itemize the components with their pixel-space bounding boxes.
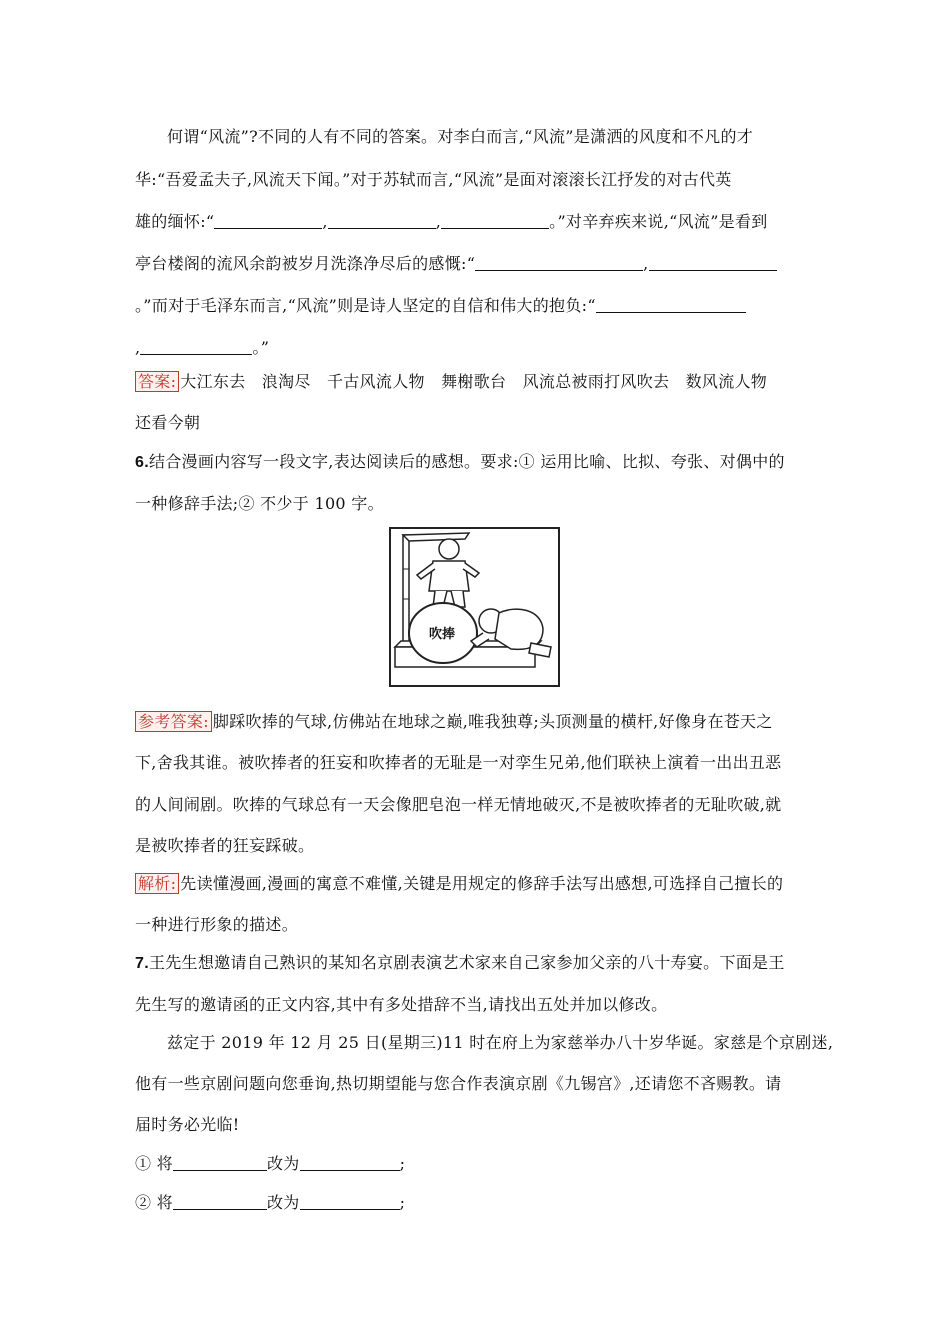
fill-blank[interactable] <box>300 1154 400 1171</box>
change-to-label: 改为 <box>267 1193 300 1212</box>
question-6-text: 结合漫画内容写一段文字,表达阅读后的感想。要求:① 运用比喻、比拟、夸张、对偶中的 <box>148 452 785 471</box>
question-7-line-2: 先生写的邀请函的正文内容,其中有多处措辞不当,请找出五处并加以修改。 <box>135 995 668 1014</box>
analysis-tag: 解析: <box>135 873 179 894</box>
passage-line-5-text: 。”而对于毛泽东而言,“风流”则是诗人坚定的自信和伟大的抱负:“ <box>135 296 596 315</box>
answer-6 <box>135 711 773 733</box>
fill-blank[interactable] <box>300 1193 400 1210</box>
fill-blank[interactable] <box>475 254 643 271</box>
question-number: 6. <box>135 454 149 471</box>
item-label: ② 将 <box>135 1193 173 1212</box>
fill-blank[interactable] <box>173 1154 267 1171</box>
passage-line-1: 何谓“风流”?不同的人有不同的答案。对李白而言,“风流”是潇洒的风度和不凡的才 <box>167 127 754 146</box>
change-to-label: 改为 <box>267 1154 300 1173</box>
question-number: 7. <box>135 955 149 972</box>
passage-line-3-end: 。”对辛弃疾来说,“风流”是看到 <box>549 212 768 231</box>
passage-line-3 <box>135 211 768 233</box>
invitation-line-1: 兹定于 2019 年 12 月 25 日(星期三)11 时在府上为家慈举办八十岁华诞。家慈是个京剧迷, <box>167 1033 834 1052</box>
comma: , <box>322 212 328 231</box>
answer-6-line-2: 下,舍我其谁。被吹捧者的狂妄和吹捧者的无耻是一对孪生兄弟,他们联袂上演着一出出丑恶 <box>135 753 782 772</box>
answer-5-line-2: 还看今朝 <box>135 413 201 432</box>
comma: , <box>435 212 442 231</box>
passage-line-2: 华:“吾爱孟夫子,风流天下闻。”对于苏轼而言,“风流”是面对滚滚长江抒发的对古代英 <box>135 170 732 189</box>
fill-blank[interactable] <box>140 338 252 355</box>
answer-tag: 答案: <box>135 371 179 392</box>
fill-blank[interactable] <box>173 1193 267 1210</box>
cartoon-drawing <box>391 529 558 685</box>
fill-blank[interactable] <box>596 296 746 313</box>
passage-line-6-text: 。” <box>252 338 270 357</box>
passage-line-5 <box>135 295 746 317</box>
balloon-label: 吹捧 <box>429 627 456 642</box>
question-7-text: 王先生想邀请自己熟识的某知名京剧表演艺术家来自己家参加父亲的八十寿宴。下面是王 <box>148 953 785 972</box>
analysis-6 <box>135 873 783 895</box>
fill-blank[interactable] <box>214 212 322 229</box>
passage-line-6 <box>135 337 269 359</box>
item-label: ① 将 <box>135 1154 173 1173</box>
revision-item-2 <box>135 1192 405 1214</box>
fill-blank[interactable] <box>649 254 777 271</box>
semicolon: ; <box>399 1154 406 1173</box>
passage-line-4-text: 亭台楼阁的流风余韵被岁月洗涤净尽后的感慨:“ <box>135 254 476 273</box>
question-7 <box>135 952 785 975</box>
answer-5-text: 大江东去 浪淘尽 千古风流人物 舞榭歌台 风流总被雨打风吹去 数风流人物 <box>180 372 768 391</box>
question-6-line-2: 一种修辞手法;② 不少于 100 字。 <box>135 494 384 513</box>
fill-blank[interactable] <box>441 212 549 229</box>
revision-item-1 <box>135 1153 405 1175</box>
answer-6-text: 脚踩吹捧的气球,仿佛站在地球之巅,唯我独尊;头顶测量的横杆,好像身在苍天之 <box>212 712 773 731</box>
answer-6-line-3: 的人间闹剧。吹捧的气球总有一天会像肥皂泡一样无情地破灭,不是被吹捧者的无耻吹破,就 <box>135 795 782 814</box>
answer-6-line-4: 是被吹捧者的狂妄踩破。 <box>135 836 315 855</box>
passage-line-3-start: 雄的缅怀:“ <box>135 212 215 231</box>
answer-5 <box>135 371 767 393</box>
invitation-line-2: 他有一些京剧问题向您垂询,热切期望能与您合作表演京剧《九锡宫》,还请您不吝赐教。请 <box>135 1074 782 1093</box>
analysis-6-line-2: 一种进行形象的描述。 <box>135 915 299 934</box>
invitation-line-3: 届时务必光临! <box>135 1115 240 1134</box>
passage-line-4 <box>135 253 777 275</box>
reference-answer-tag: 参考答案: <box>135 711 212 732</box>
analysis-6-text: 先读懂漫画,漫画的寓意不难懂,关键是用规定的修辞手法写出感想,可选择自己擅长的 <box>180 874 784 893</box>
fill-blank[interactable] <box>328 212 436 229</box>
semicolon: ; <box>399 1193 406 1212</box>
question-6 <box>135 451 785 474</box>
comma: , <box>135 338 141 357</box>
comma: , <box>643 254 649 273</box>
cartoon-image <box>389 527 560 687</box>
